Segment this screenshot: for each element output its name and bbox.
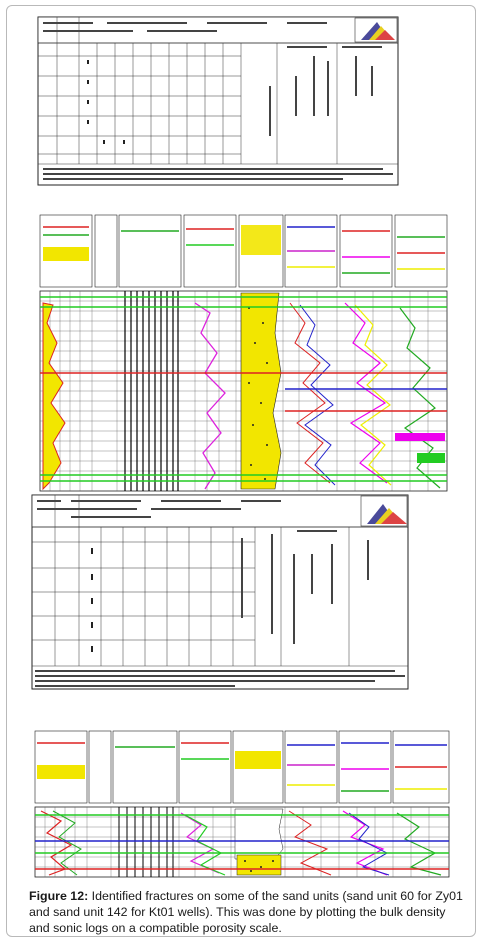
figure-frame (6, 5, 476, 937)
well-log-graphic-1 (35, 213, 449, 495)
figure-label: Figure 12: (29, 889, 89, 903)
well-log-graphic-2 (31, 729, 453, 879)
panel-log-header-kt01 (31, 494, 409, 690)
log-header-graphic-1 (37, 16, 399, 186)
figure-caption (29, 888, 469, 936)
panel-well-logs-kt01 (31, 729, 453, 879)
log-header-graphic-2 (31, 494, 409, 690)
caption-text: Identified fractures on some of the sand units (sand unit 60 for Zy01 and sand unit 142 for Kt01 wells). This was done by plotting the bulk density and sonic logs on a compatible porosity scale. (29, 889, 463, 935)
panel-well-logs-zy01 (35, 213, 449, 495)
panel-log-header-zy01 (37, 16, 399, 186)
